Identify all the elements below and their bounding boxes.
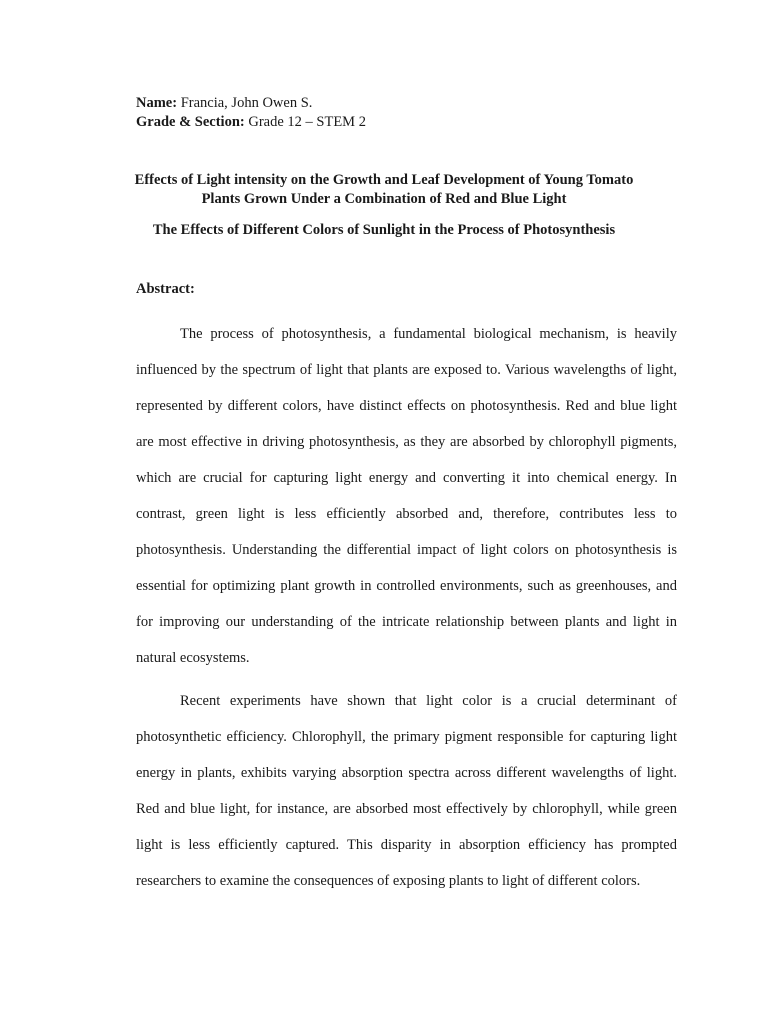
abstract-paragraph-2: Recent experiments have shown that light color is a crucial determinant of photosynthetic efficiency. Chlorophyll, the primary pigment responsible for capturing light energy in plants, exhibits varying absorption spectra across different wavelengths of light. Red and blue light, for instance, are absorbed most effectively by chlorophyll, while green light is less efficiently captured. This disparity in absorption efficiency has prompted researchers to examine the consequences of exposing plants to light of different colors.: [136, 693, 677, 889]
grade-section-value: Grade 12 – STEM 2: [244, 114, 366, 130]
paper-subtitle: The Effects of Different Colors of Sunlight in the Process of Photosynthesis: [152, 222, 616, 238]
student-info: [136, 94, 366, 132]
abstract-paragraph-1: The process of photosynthesis, a fundamental biological mechanism, is heavily influenced by the spectrum of light that plants are exposed to. Various wavelengths of light, represented by different colors, have distinct effects on photosynthesis. Red and blue light are most effective in driving photosynthesis, as they are absorbed by chlorophyll pigments, which are crucial for capturing light energy and converting it into chemical energy. In contrast, green light is less efficiently absorbed and, therefore, contributes less to photosynthesis. Understanding the differential impact of light colors on photosynthesis is essential for optimizing plant growth in controlled environments, such as greenhouses, and for improving our understanding of the intricate relationship between plants and light in natural ecosystems.: [136, 326, 677, 666]
grade-section-line: [136, 113, 366, 132]
paper-title: Effects of Light intensity on the Growth and Leaf Development of Young Tomato Plants Grown Under a Combination of Red and Blue Light: [134, 172, 634, 207]
name-value: Francia, John Owen S.: [177, 95, 313, 111]
name-label: Name:: [136, 95, 178, 111]
name-line: [136, 94, 366, 113]
abstract-heading: Abstract:: [136, 281, 195, 297]
grade-section-label: Grade & Section:: [136, 114, 245, 130]
